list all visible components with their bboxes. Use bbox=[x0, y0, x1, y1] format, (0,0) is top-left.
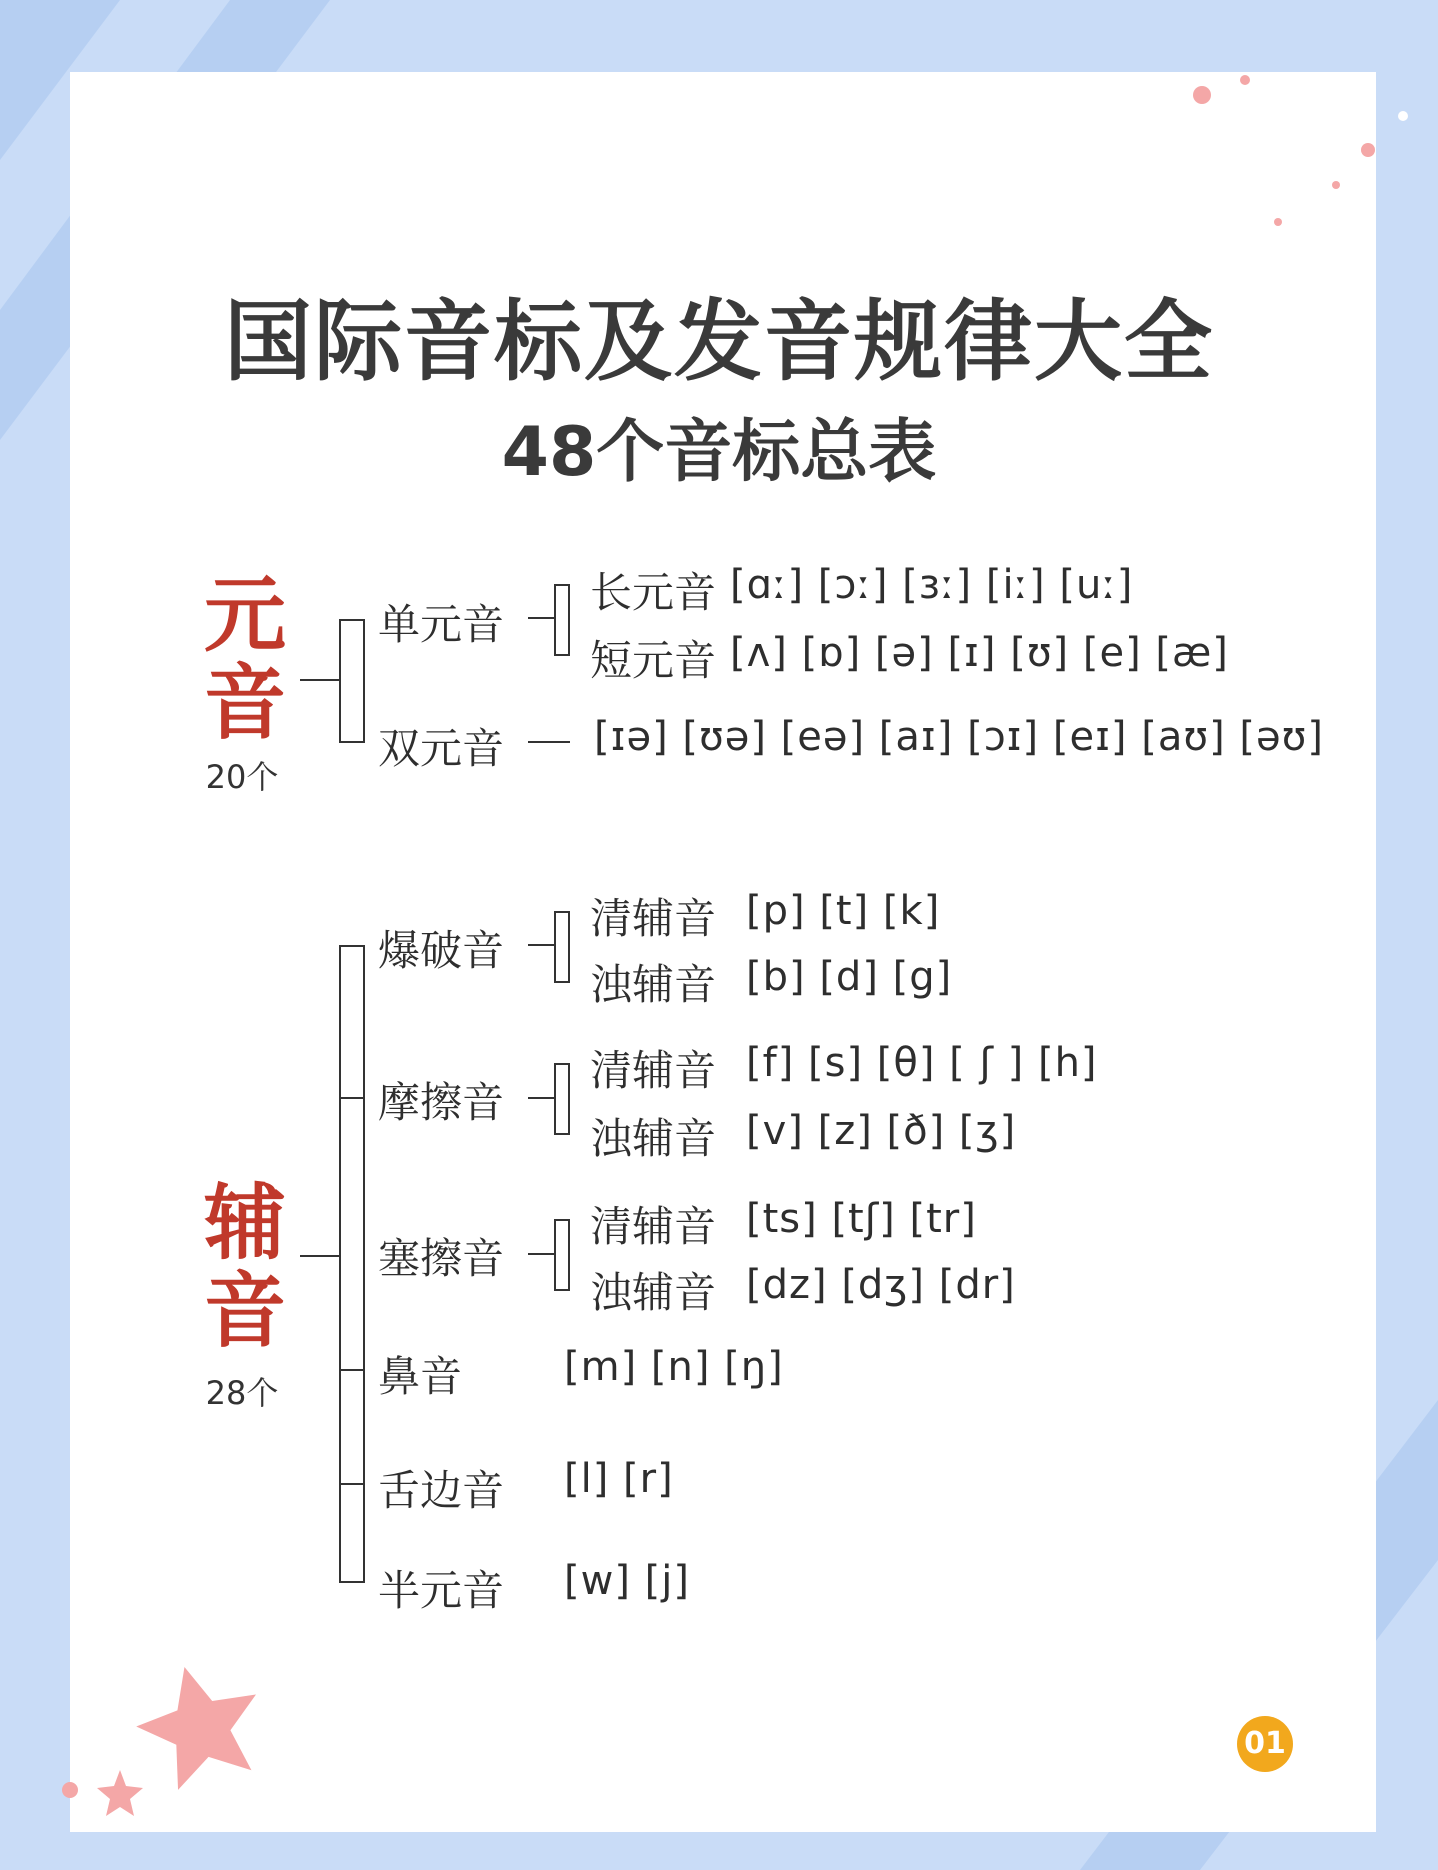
page-number-badge: 01 bbox=[1237, 1716, 1293, 1772]
consonant-count: 28个 bbox=[205, 1374, 279, 1412]
plosive-label: 爆破音 bbox=[378, 926, 505, 975]
plosive-voiced-list: [b] [d] [g] bbox=[746, 954, 953, 1000]
short-vowel-label: 短元音 bbox=[590, 636, 717, 685]
page-subtitle: 48个音标总表 bbox=[501, 413, 937, 492]
semivowel-list: [w] [j] bbox=[564, 1558, 690, 1604]
affricate-voiced-label: 浊辅音 bbox=[590, 1268, 717, 1317]
double-vowel-label: 双元音 bbox=[378, 724, 505, 773]
long-vowel-label: 长元音 bbox=[590, 568, 717, 617]
short-vowel-list: [ʌ] [ɒ] [ə] [ɪ] [ʊ] [e] [æ] bbox=[730, 630, 1229, 676]
affricate-voiceless-label: 清辅音 bbox=[590, 1202, 717, 1251]
semivowel-label: 半元音 bbox=[378, 1566, 505, 1615]
long-vowel-list: [ɑː] [ɔː] [ɜː] [iː] [uː] bbox=[730, 562, 1134, 608]
plosive-voiceless-list: [p] [t] [k] bbox=[746, 888, 941, 934]
affricate-voiceless-list: [ts] [tʃ] [tr] bbox=[746, 1196, 977, 1242]
fricative-voiced-list: [v] [z] [ð] [ʒ] bbox=[746, 1108, 1017, 1154]
fricative-voiceless-list: [f] [s] [θ] [ ʃ ] [h] bbox=[746, 1040, 1098, 1086]
affricate-label: 塞擦音 bbox=[378, 1234, 505, 1283]
fricative-label: 摩擦音 bbox=[378, 1078, 505, 1127]
plosive-voiced-label: 浊辅音 bbox=[590, 960, 717, 1009]
double-vowel-list: [ɪə] [ʊə] [eə] [aɪ] [ɔɪ] [eɪ] [aʊ] [əʊ] bbox=[594, 714, 1324, 760]
nasal-label: 鼻音 bbox=[378, 1352, 463, 1401]
lateral-list: [l] [r] bbox=[564, 1456, 674, 1502]
vowel-heading-text: 元音 bbox=[203, 568, 286, 751]
lateral-label: 舌边音 bbox=[378, 1466, 505, 1515]
vowel-heading bbox=[200, 568, 290, 751]
affricate-voiced-list: [dz] [dʒ] [dr] bbox=[746, 1262, 1016, 1308]
nasal-list: [m] [n] [ŋ] bbox=[564, 1344, 784, 1390]
fricative-voiced-label: 浊辅音 bbox=[590, 1114, 717, 1163]
consonant-heading bbox=[200, 1176, 290, 1359]
plosive-voiceless-label: 清辅音 bbox=[590, 894, 717, 943]
fricative-voiceless-label: 清辅音 bbox=[590, 1046, 717, 1095]
vowel-count: 20个 bbox=[205, 758, 279, 796]
page-title: 国际音标及发音规律大全 bbox=[223, 290, 1214, 393]
single-vowel-label: 单元音 bbox=[378, 600, 505, 649]
consonant-heading-text: 辅音 bbox=[203, 1176, 286, 1359]
